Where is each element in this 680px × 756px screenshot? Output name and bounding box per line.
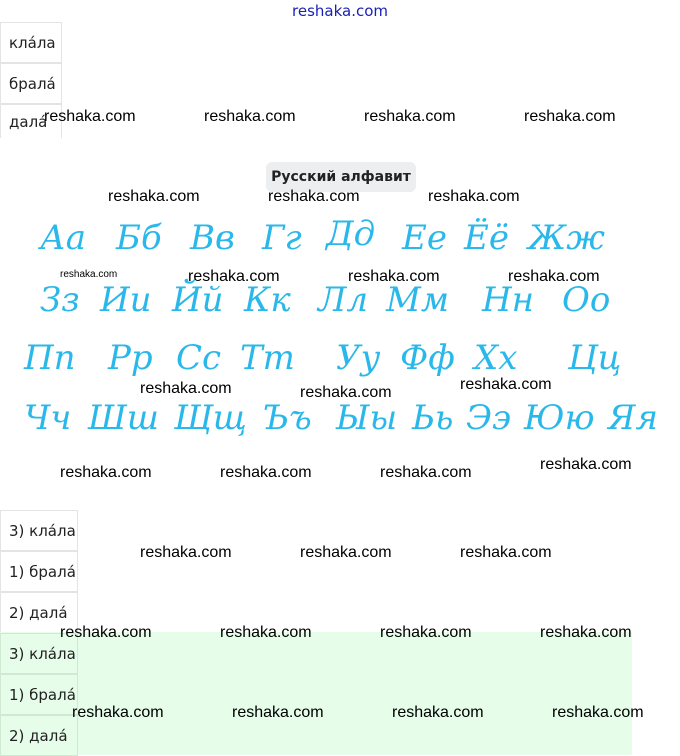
letter-pair: Жж [528, 218, 605, 258]
letter-pair: Рр [108, 338, 153, 378]
watermark: reshaka.com [72, 704, 164, 721]
letter-pair: Цц [568, 338, 622, 378]
table-row: брала́ [0, 63, 62, 104]
letter-pair: Ьь [412, 398, 454, 438]
watermark: reshaka.com [300, 544, 392, 561]
watermark: reshaka.com [140, 544, 232, 561]
table-row: 3) кла́ла [0, 510, 78, 551]
letter-pair: Ёё [464, 218, 509, 258]
letter-pair: Бб [116, 218, 162, 258]
letter-pair: Ыы [336, 398, 398, 438]
letter-pair: Ээ [466, 398, 512, 438]
watermark: reshaka.com [60, 269, 118, 280]
watermark: reshaka.com [140, 380, 232, 397]
site-link[interactable]: reshaka.com [292, 2, 388, 20]
watermark: reshaka.com [220, 464, 312, 481]
table-row: 2) дала́ [0, 715, 78, 756]
watermark: reshaka.com [392, 704, 484, 721]
watermark: reshaka.com [232, 704, 324, 721]
letter-pair: Юю [524, 398, 595, 438]
letter-pair: Ъъ [262, 398, 312, 438]
watermark: reshaka.com [380, 464, 472, 481]
watermark: reshaka.com [108, 188, 200, 205]
watermark: reshaka.com [44, 108, 136, 125]
watermark: reshaka.com [552, 704, 644, 721]
table-row: дала́ [0, 104, 62, 138]
letter-pair: Пп [24, 338, 76, 378]
letter-pair: Вв [190, 218, 235, 258]
watermark: reshaka.com [380, 624, 472, 641]
letter-pair: Ии [100, 280, 152, 320]
table-row: 1) брала́ [0, 551, 78, 592]
letter-pair: Фф [400, 338, 455, 378]
letter-pair: Ее [402, 218, 447, 258]
letter-pair: Лл [318, 280, 369, 320]
letter-pair: Гг [262, 218, 302, 258]
answer-highlight [0, 632, 632, 755]
watermark: reshaka.com [460, 544, 552, 561]
table-row: 3) кла́ла [0, 633, 78, 674]
letter-pair: Оо [562, 280, 611, 320]
watermark: reshaka.com [60, 624, 152, 641]
letter-pair: Уу [336, 338, 381, 378]
letter-pair: Шш [88, 398, 160, 438]
watermark: reshaka.com [220, 624, 312, 641]
watermark: reshaka.com [188, 268, 280, 285]
watermark: reshaka.com [300, 384, 392, 401]
letter-pair: Сс [176, 338, 222, 378]
table-row: 2) дала́ [0, 592, 78, 633]
watermark: reshaka.com [428, 188, 520, 205]
watermark: reshaka.com [348, 268, 440, 285]
watermark: reshaka.com [540, 456, 632, 473]
letter-pair: Кк [244, 280, 291, 320]
letter-pair: Аа [40, 218, 87, 258]
watermark: reshaka.com [364, 108, 456, 125]
letter-pair: Тт [240, 338, 295, 378]
letter-pair: Йй [172, 280, 224, 320]
watermark: reshaka.com [540, 624, 632, 641]
watermark: reshaka.com [60, 464, 152, 481]
letter-pair: Зз [40, 280, 80, 320]
watermark: reshaka.com [460, 376, 552, 393]
table-row: кла́ла [0, 22, 62, 63]
table-row: 1) брала́ [0, 674, 78, 715]
letter-pair: Нн [482, 280, 535, 320]
watermark: reshaka.com [508, 268, 600, 285]
alphabet-title: Русский алфавит [266, 162, 416, 192]
watermark: reshaka.com [268, 188, 360, 205]
letter-pair: Дд [326, 214, 376, 254]
watermark: reshaka.com [524, 108, 616, 125]
letter-pair: Щщ [174, 398, 247, 438]
letter-pair: Мм [386, 280, 450, 320]
letter-pair: Чч [24, 398, 72, 438]
letter-pair: Яя [608, 398, 658, 438]
watermark: reshaka.com [204, 108, 296, 125]
letter-pair: Хх [474, 338, 518, 378]
